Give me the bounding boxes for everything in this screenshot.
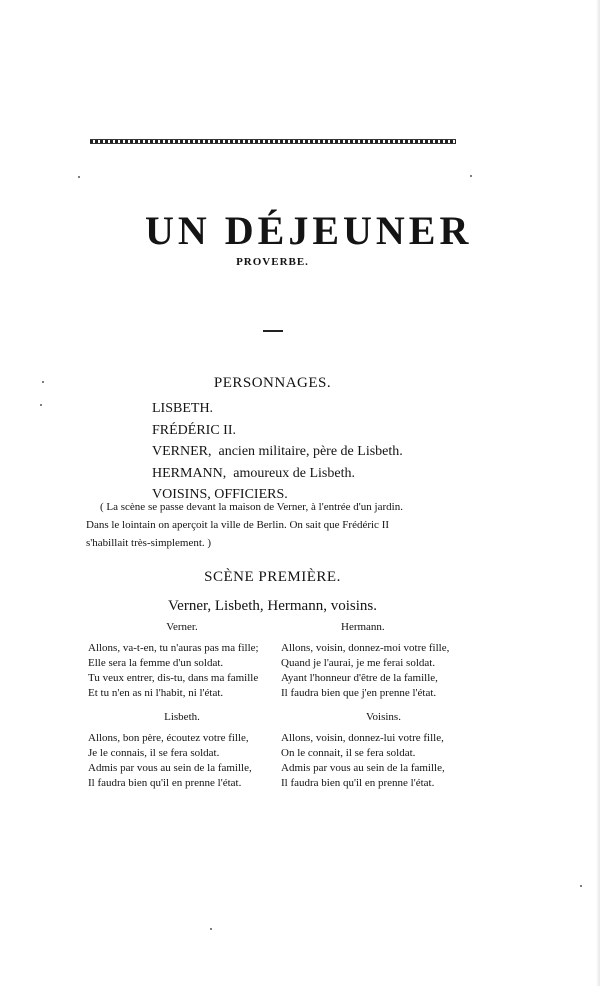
paper-speck (78, 176, 80, 178)
verse-line: Admis par vous au sein de la famille, (88, 762, 252, 774)
personnage-item (152, 398, 403, 420)
paper-speck (210, 928, 212, 930)
verse-line: Il faudra bien qu'il en prenne l'état. (88, 777, 242, 789)
speaker-name: Verner. (166, 621, 198, 633)
verse-block (281, 620, 469, 701)
scene-title: SCÈNE PREMIÈRE. (204, 569, 341, 585)
verse-line: Admis par vous au sein de la famille, (281, 762, 445, 774)
personnage-desc: amoureux de Lisbeth. (233, 465, 355, 481)
verse-line: Allons, voisin, donnez-lui votre fille, (281, 732, 444, 744)
speaker-name: Lisbeth. (164, 711, 200, 723)
verse-line: Allons, va-t-en, tu n'auras pas ma fille; (88, 642, 259, 654)
stage-direction-line: Dans le lointain on aperçoit la ville de Berlin. On sait que Frédéric II (86, 519, 390, 531)
personnage-name: VERNER, (152, 444, 212, 459)
personnage-name: VOISINS, OFFICIERS. (152, 487, 288, 502)
personnages-list (152, 398, 403, 506)
personnages-heading: PERSONNAGES. (213, 375, 332, 391)
verse-line: Allons, voisin, donnez-moi votre fille, (281, 642, 450, 654)
verse-line: Il faudra bien que j'en prenne l'état. (281, 687, 437, 699)
verse-block (88, 710, 276, 791)
stage-direction-line: s'habillait très-simplement. ) (86, 537, 212, 549)
paper-speck (470, 175, 472, 177)
verse-line: Ayant l'honneur d'être de la famille, (281, 672, 438, 684)
verse-line: Quand je l'aurai, je me ferai soldat. (281, 657, 436, 669)
paper-speck (40, 404, 42, 406)
verse-line: Il faudra bien qu'il en prenne l'état. (281, 777, 435, 789)
verse-line: Allons, bon père, écoutez votre fille, (88, 732, 249, 744)
personnage-name: LISBETH. (152, 401, 214, 416)
personnage-name: FRÉDÉRIC II. (152, 422, 236, 438)
scene-characters: Verner, Lisbeth, Hermann, voisins. (168, 598, 377, 614)
paper-speck (580, 885, 582, 887)
stage-direction (86, 498, 458, 552)
verse-line: Tu veux entrer, dis-tu, dans ma famille (88, 672, 259, 684)
personnage-desc: ancien militaire, père de Lisbeth. (218, 444, 403, 459)
personnage-item (152, 420, 403, 442)
verse-block (88, 620, 276, 701)
verse-line: Je le connais, il se fera soldat. (88, 747, 220, 759)
verse-line: Et tu n'en as ni l'habit, ni l'état. (88, 687, 224, 699)
stage-direction-line: ( La scène se passe devant la maison de Verner, à l'entrée d'un jardin. (100, 501, 403, 513)
paper-speck (42, 381, 44, 383)
verse-line: On le connait, il se fera soldat. (281, 747, 416, 759)
personnage-name: HERMANN, (152, 465, 227, 481)
personnage-item (152, 463, 403, 485)
ornamental-rule (90, 139, 456, 144)
verse-block (281, 710, 469, 791)
separator-dash (263, 330, 283, 332)
speaker-name: Voisins. (366, 711, 401, 723)
speaker-name: Hermann. (341, 621, 385, 633)
page-subtitle: PROVERBE. (236, 256, 309, 268)
page-title: UN DÉJEUNER (145, 208, 473, 253)
personnage-item (152, 441, 403, 463)
verse-line: Elle sera la femme d'un soldat. (88, 657, 224, 669)
page-edge (596, 0, 600, 986)
